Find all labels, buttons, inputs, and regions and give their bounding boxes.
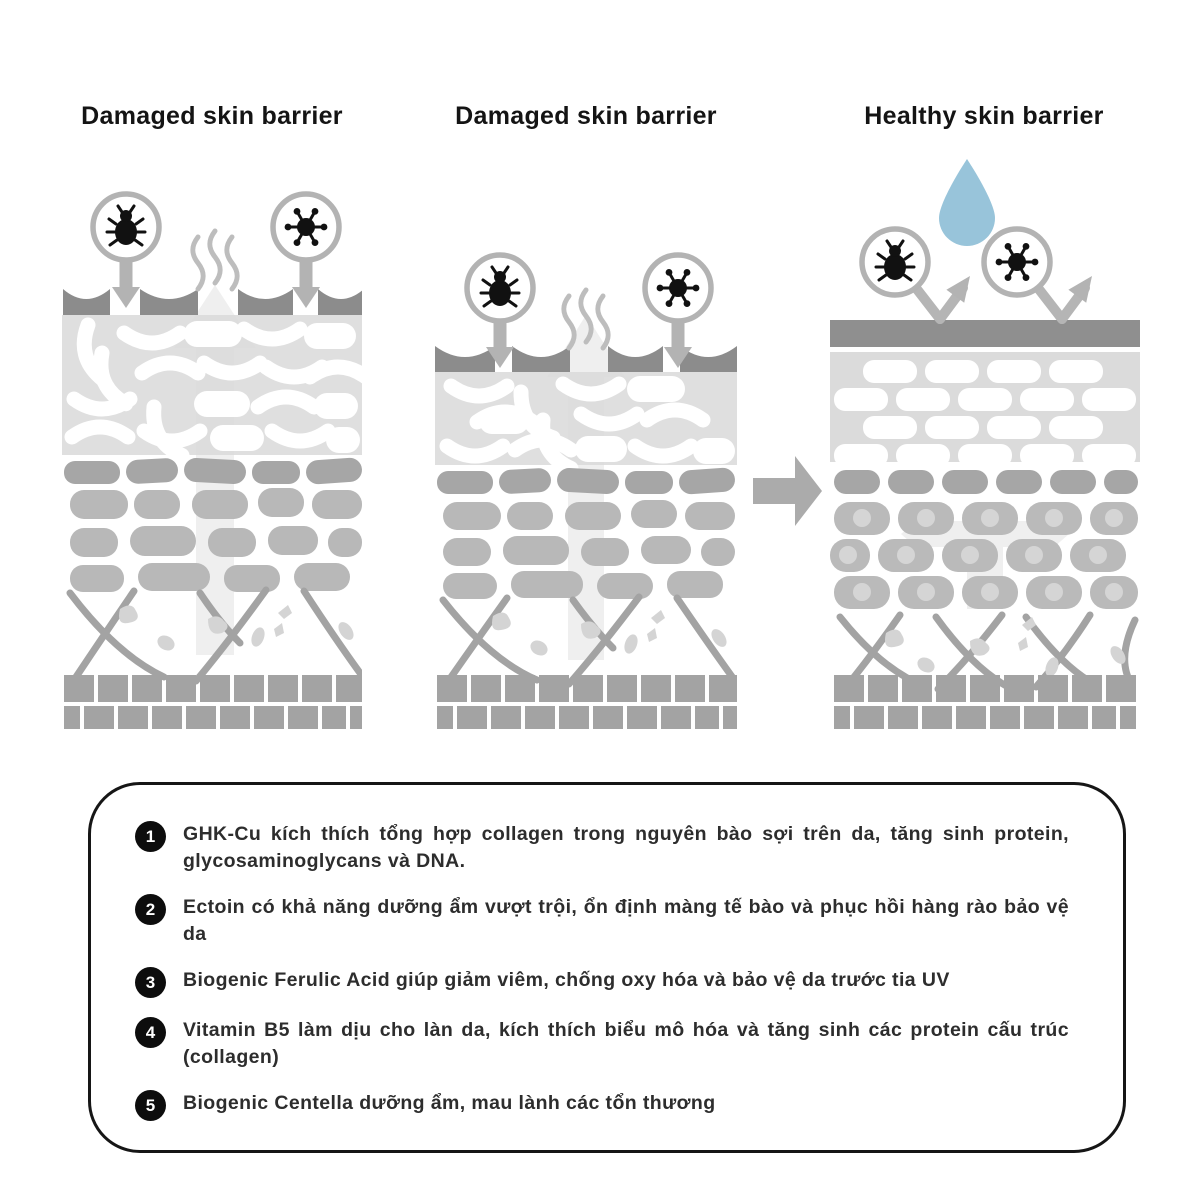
basement-membrane-layer [437, 675, 737, 729]
water-drop-icon [939, 159, 995, 246]
living-cell-layer [830, 502, 1138, 609]
list-item [135, 967, 1069, 998]
cell-layer [834, 470, 1138, 494]
basement-membrane-layer [64, 675, 362, 729]
basement-membrane-layer [834, 675, 1136, 729]
panel-title-damaged-2: Damaged skin barrier [455, 102, 717, 130]
list-item [135, 894, 1069, 948]
evaporation-icon [193, 231, 238, 289]
list-item [135, 1017, 1069, 1071]
list-item [135, 821, 1069, 875]
bacteria-entry [467, 255, 533, 368]
ingredient-description: Vitamin B5 làm dịu cho làn da, kích thích biểu mô hóa và tăng sinh các protein cấu trúc (collagen) [183, 1019, 1069, 1068]
number-badge: 1 [135, 821, 166, 852]
damaged-skin-panel-1 [62, 185, 362, 730]
number-badge: 2 [135, 894, 166, 925]
transition-arrow-icon [753, 455, 823, 527]
number-badge: 3 [135, 967, 166, 998]
damaged-skin-panel-2 [435, 250, 737, 730]
list-item [135, 1090, 1069, 1121]
ingredient-description: Biogenic Centella dưỡng ẩm, mau lành các tổn thương [183, 1092, 716, 1114]
intact-barrier-layer [830, 320, 1140, 347]
ingredient-description: GHK-Cu kích thích tổng hợp collagen trong nguyên bào sợi trên da, tăng sinh protein, glycosaminoglycans và DNA. [183, 823, 1069, 872]
virus-entry [645, 255, 711, 368]
ingredients-info-box [88, 782, 1126, 1153]
panel-title-healthy: Healthy skin barrier [864, 102, 1104, 130]
healthy-skin-panel [830, 155, 1140, 730]
number-badge: 4 [135, 1017, 166, 1048]
panel-title-damaged-1: Damaged skin barrier [81, 102, 343, 130]
ingredient-description: Ectoin có khả năng dưỡng ẩm vượt trội, ổn định màng tế bào và phục hồi hàng rào bảo vệ da [183, 896, 1069, 945]
bacteria-entry [93, 194, 159, 308]
evaporation-icon [564, 290, 609, 348]
ingredient-description: Biogenic Ferulic Acid giúp giảm viêm, chống oxy hóa và bảo vệ da trước tia UV [183, 969, 950, 991]
number-badge: 5 [135, 1090, 166, 1121]
virus-deflected [984, 229, 1101, 319]
virus-entry [273, 194, 339, 308]
